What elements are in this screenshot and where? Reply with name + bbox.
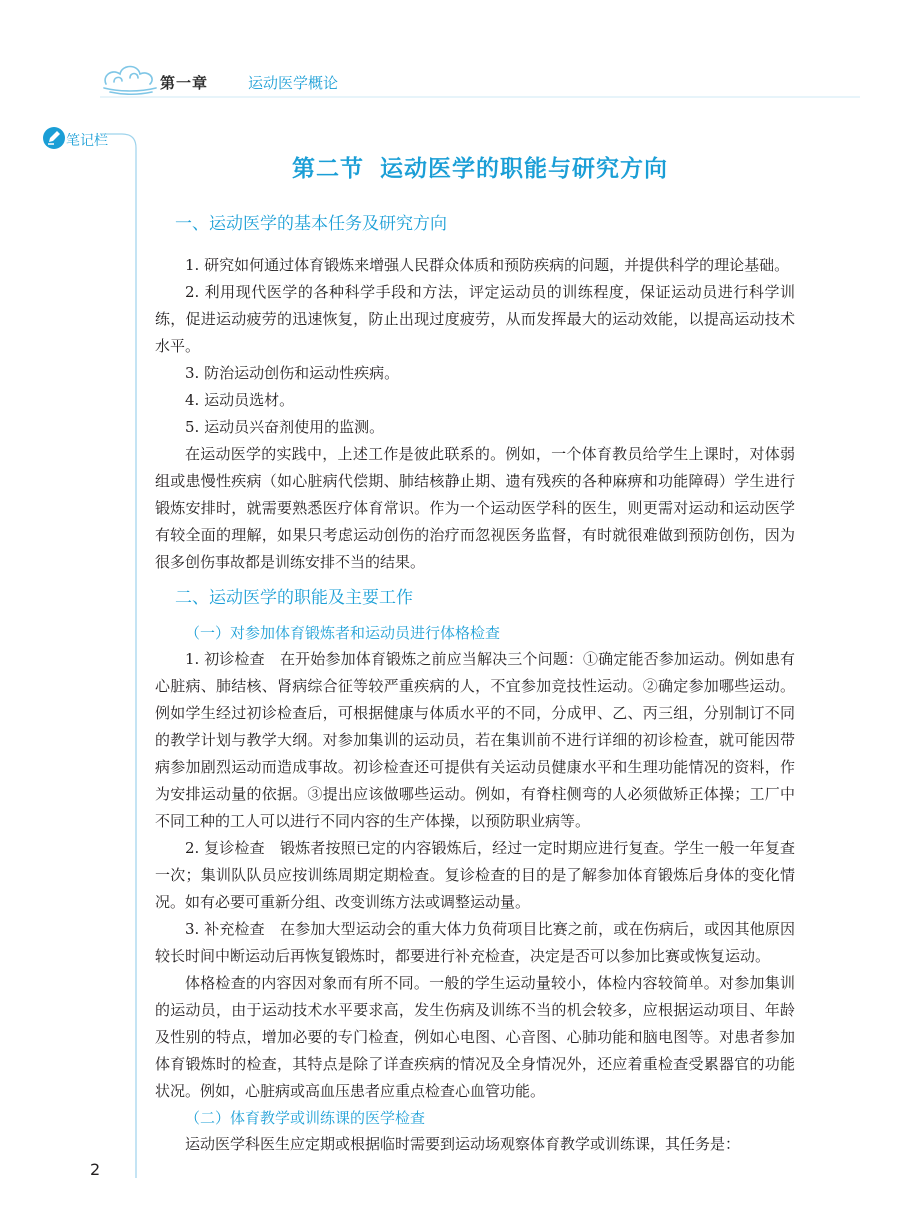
- paragraph: 体格检查的内容因对象而有所不同。一般的学生运动量较小，体检内容较简单。对参加集训的运动员，由于运动技术水平要求高，发生伤病及训练不当的机会较多，应根据运动项目、年龄及性别的特点，增加必要的专门检查，例如心电图、心音图、心肺功能和脑电图等。对患者参加体育锻炼时的检查，其特点是除了详查疾病的情况及全身情况外，还应着重检查受累器官的功能状况。例如，心脏病或高血压患者应重点检查心血管功能。: [155, 974, 795, 1100]
- running-header: [100, 58, 860, 98]
- paragraph: 4. 运动员选材。: [185, 391, 295, 409]
- subheading-physical-exam: （一）对参加体育锻炼者和运动员进行体格检查: [185, 624, 501, 642]
- paragraph: 2. 复诊检查 锻炼者按照已定的内容锻炼后，经过一定时期应进行复查。学生一般一年复查一次；集训队队员应按训练周期定期检查。复诊检查的目的是了解参加体育锻炼后身体的变化情况。如有必要可重新分组、改变训练方法或调整运动量。: [155, 839, 795, 911]
- header-rule: [100, 58, 860, 98]
- notes-guide-line: [100, 128, 150, 1178]
- heading-basic-tasks: 一、运动医学的基本任务及研究方向: [175, 214, 447, 234]
- subheading-teaching-exam: （二）体育教学或训练课的医学检查: [185, 1109, 426, 1127]
- paragraph: 2. 利用现代医学的各种科学手段和方法，评定运动员的训练程度，保证运动员进行科学训练，促进运动疲劳的迅速恢复，防止出现过度疲劳，从而发挥最大的运动效能，以提高运动技术水平。: [155, 283, 795, 355]
- paragraph: 运动医学科医生应定期或根据临时需要到运动场观察体育教学或训练课，其任务是：: [185, 1135, 741, 1153]
- paragraph: 1. 研究如何通过体育锻炼来增强人民群众体质和预防疾病的问题，并提供科学的理论基础。: [185, 256, 790, 274]
- section-title: [190, 150, 770, 183]
- paragraph: 5. 运动员兴奋剂使用的监测。: [185, 418, 385, 436]
- paragraph: 3. 防治运动创伤和运动性疾病。: [185, 364, 400, 382]
- section-number: 第二节: [292, 156, 364, 182]
- page-number: 2: [90, 1160, 101, 1179]
- pencil-note-icon: [42, 126, 66, 150]
- paragraph: 1. 初诊检查 在开始参加体育锻炼之前应当解决三个问题：①确定能否参加运动。例如患有心脏病、肺结核、肾病综合征等较严重疾病的人，不宜参加竞技性运动。②确定参加哪些运动。例如学生经过初诊检查后，可根据健康与体质水平的不同，分成甲、乙、丙三组，分别制订不同的教学计划与教学大纲。对参加集训的运动员，若在集训前不进行详细的初诊检查，就可能因带病参加剧烈运动而造成事故。初诊检查还可提供有关运动员健康水平和生理功能情况的资料，作为安排运动量的依据。③提出应该做哪些运动。例如，有脊柱侧弯的人必须做矫正体操；工厂中不同工种的工人可以进行不同内容的生产体操，以预防职业病等。: [155, 650, 795, 830]
- body-text: [155, 204, 795, 1158]
- paragraph: 在运动医学的实践中，上述工作是彼此联系的。例如，一个体育教员给学生上课时，对体弱组或患慢性疾病（如心脏病代偿期、肺结核静止期、遗有残疾的各种麻痹和功能障碍）学生进行锻炼安排时，就需要熟悉医疗体育常识。作为一个运动医学科的医生，则更需对运动和运动医学有较全面的理解，如果只考虑运动创伤的治疗而忽视医务监督，有时就很难做到预防创伤，因为很多创伤事故都是训练安排不当的结果。: [155, 445, 795, 571]
- section-heading: 运动医学的职能与研究方向: [380, 156, 668, 182]
- paragraph: 3. 补充检查 在参加大型运动会的重大体力负荷项目比赛之前，或在伤病后，或因其他原因较长时间中断运动后再恢复锻炼时，都要进行补充检查，决定是否可以参加比赛或恢复运动。: [155, 920, 795, 965]
- notes-label: 笔记栏: [66, 133, 108, 149]
- heading-functions: 二、运动医学的职能及主要工作: [175, 588, 413, 608]
- chapter-title: 运动医学概论: [248, 74, 339, 92]
- chapter-number: 第一章: [160, 74, 209, 92]
